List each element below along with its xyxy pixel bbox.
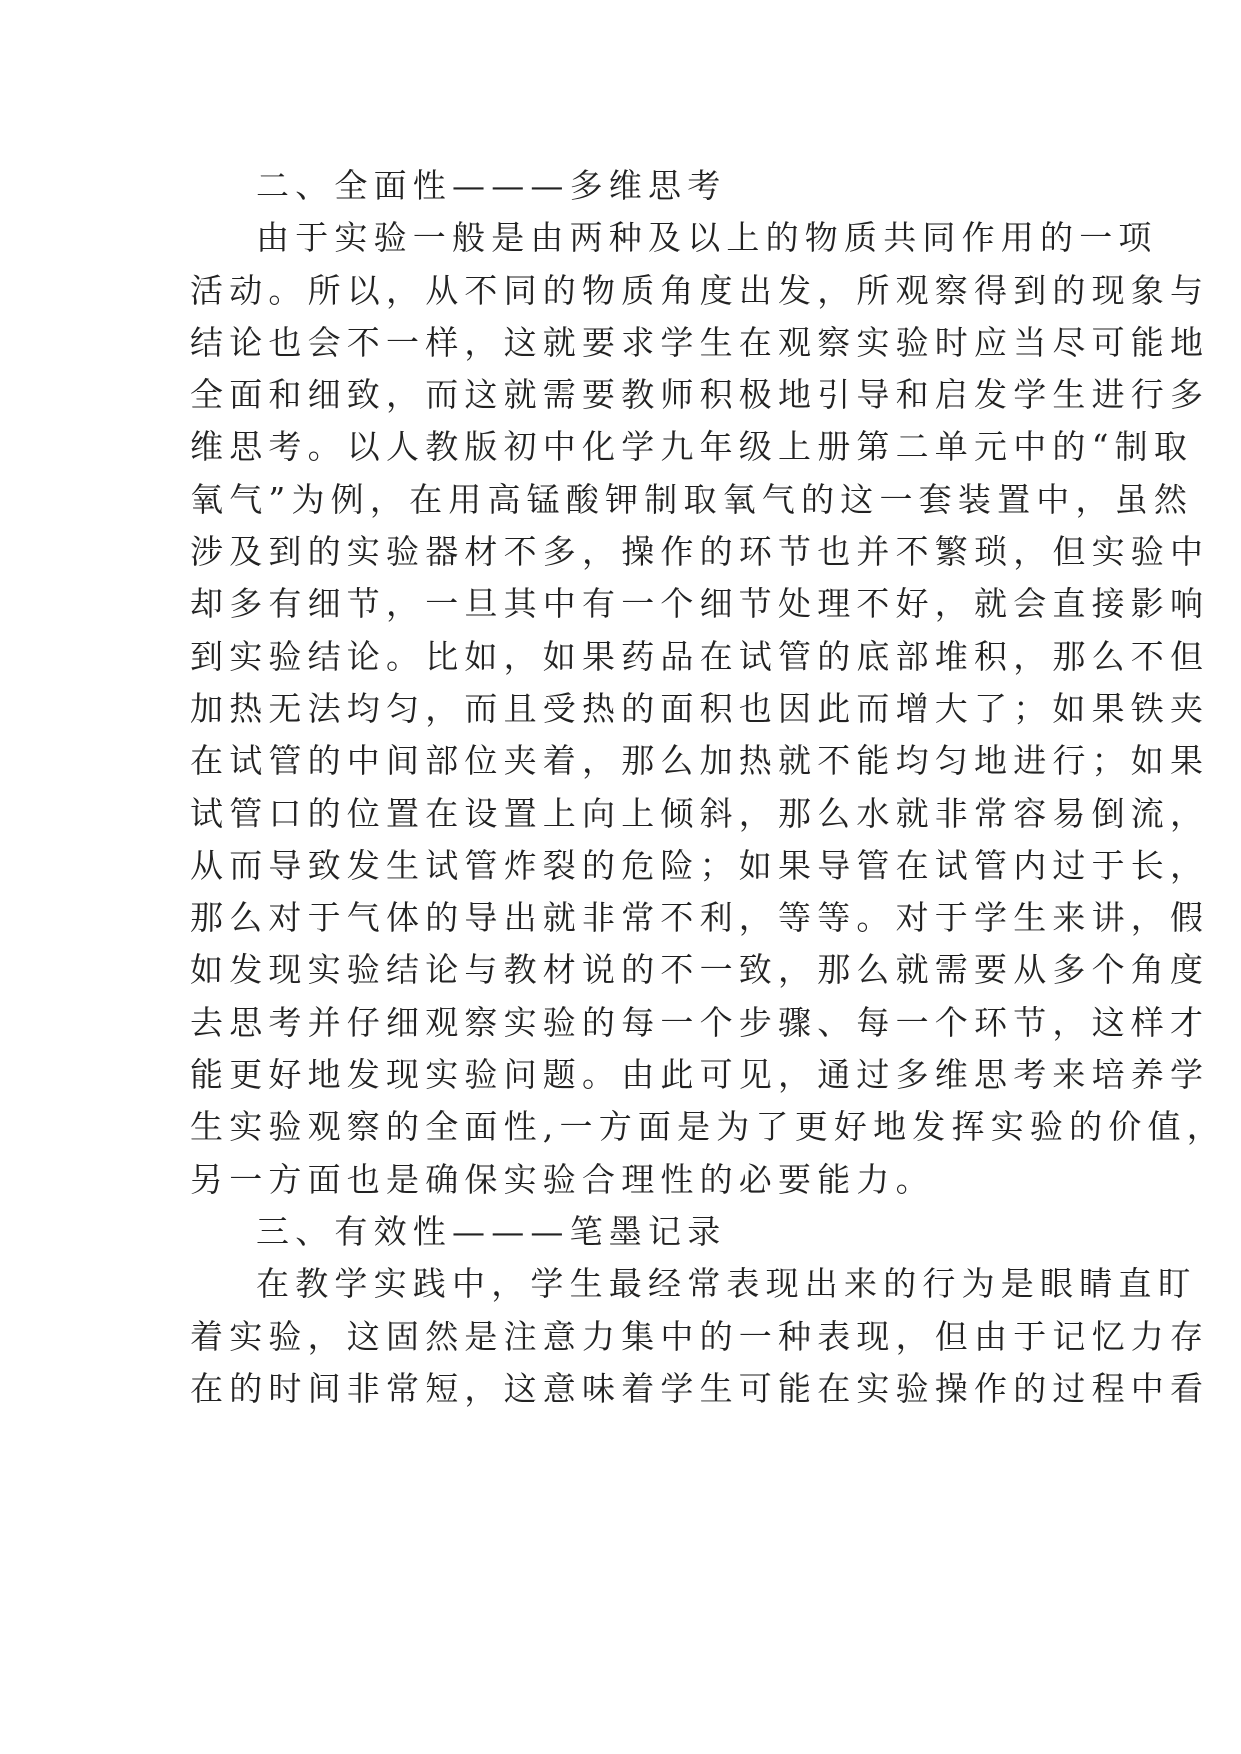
paragraph-line: 加热无法均匀，而且受热的面积也因此而增大了；如果铁夹 — [190, 688, 1210, 728]
paragraph-line: 结论也会不一样，这就要求学生在观察实验时应当尽可能地 — [190, 322, 1210, 362]
paragraph-line: 由于实验一般是由两种及以上的物质共同作用的一项 — [256, 218, 1158, 258]
paragraph-line: 去思考并仔细观察实验的每一个步骤、每一个环节，这样才 — [190, 1002, 1210, 1042]
paragraph-line: 在教学实践中，学生最经常表现出来的行为是眼睛直盯 — [256, 1264, 1197, 1304]
paragraph-line: 到实验结论。比如，如果药品在试管的底部堆积，那么不但 — [190, 636, 1210, 676]
paragraph-line: 从而导致发生试管炸裂的危险；如果导管在试管内过于长， — [190, 845, 1210, 885]
paragraph-line: 那么对于气体的导出就非常不利，等等。对于学生来讲，假 — [190, 898, 1210, 938]
paragraph-line: 全面和细致，而这就需要教师积极地引导和启发学生进行多 — [190, 375, 1210, 415]
paragraph-line: 却多有细节，一旦其中有一个细节处理不好，就会直接影响 — [190, 584, 1210, 624]
paragraph-line: 氧气”为例，在用高锰酸钾制取氧气的这一套装置中，虽然 — [190, 479, 1194, 519]
paragraph-line: 在试管的中间部位夹着，那么加热就不能均匀地进行；如果 — [190, 741, 1210, 781]
section-heading-3: 三、有效性———笔墨记录 — [256, 1211, 727, 1251]
paragraph-line: 如发现实验结论与教材说的不一致，那么就需要从多个角度 — [190, 950, 1210, 990]
paragraph-line: 试管口的位置在设置上向上倾斜，那么水就非常容易倒流， — [190, 793, 1210, 833]
paragraph-line: 着实验，这固然是注意力集中的一种表现，但由于记忆力存 — [190, 1316, 1210, 1356]
paragraph-line: 维思考。以人教版初中化学九年级上册第二单元中的“制取 — [190, 427, 1194, 467]
paragraph-line: 能更好地发现实验问题。由此可见，通过多维思考来培养学 — [190, 1055, 1210, 1095]
section-heading-2: 二、全面性———多维思考 — [256, 166, 727, 205]
paragraph-line: 另一方面也是确保实验合理性的必要能力。 — [190, 1159, 935, 1199]
paragraph-line: 活动。所以，从不同的物质角度出发，所观察得到的现象与 — [190, 270, 1210, 310]
paragraph-line: 生实验观察的全面性,一方面是为了更好地发挥实验的价值， — [190, 1107, 1226, 1147]
paragraph-line: 在的时间非常短，这意味着学生可能在实验操作的过程中看 — [190, 1368, 1210, 1408]
document-body — [190, 160, 1226, 1415]
paragraph-line: 涉及到的实验器材不多，操作的环节也并不繁琐，但实验中 — [190, 532, 1210, 572]
